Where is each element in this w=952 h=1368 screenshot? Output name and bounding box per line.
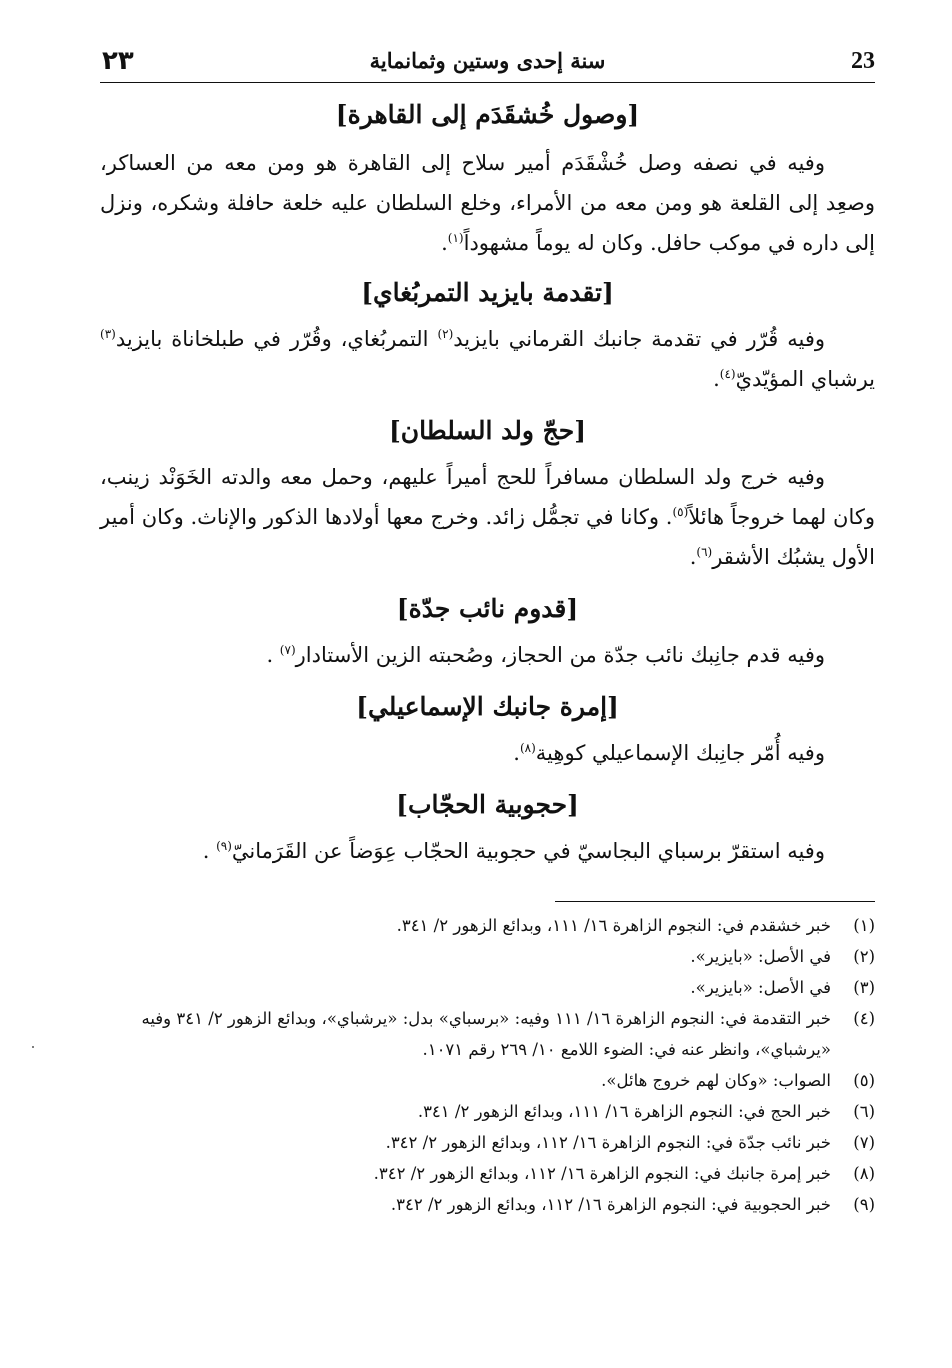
paragraph-text: يرشباي المؤيّديّ: [735, 367, 875, 391]
footnote-item: [100, 1065, 875, 1096]
footnote-item: [100, 910, 875, 941]
footnote-number: (٤): [853, 1009, 875, 1028]
section-1: [100, 95, 875, 263]
paragraph-tail: .: [513, 741, 520, 765]
footnotes: [100, 910, 875, 1220]
footnote-text: خبر إمرة جانبك في: النجوم الزاهرة ١٦/ ١١٢، وبدائع الزهور ٢/ ٣٤٢.: [373, 1164, 831, 1183]
footnote-ref[interactable]: (٢): [437, 327, 454, 341]
footnote-text: خبر الحج في: النجوم الزاهرة ١٦/ ١١١، وبدائع الزهور ٢/ ٣٤١.: [417, 1102, 831, 1121]
page-number-latin: 23: [851, 48, 875, 74]
footnote-ref[interactable]: (٤): [719, 367, 736, 381]
footnote-ref[interactable]: (١): [447, 231, 464, 245]
section-paragraph: [100, 457, 875, 577]
section-heading: [حجوبية الحجّاب]: [396, 790, 579, 819]
section-paragraph: [100, 143, 875, 263]
footnote-ref[interactable]: (٦): [696, 545, 713, 559]
footnote-ref[interactable]: (٩): [216, 839, 232, 853]
paragraph-text: وفيه أُمّر جانِبك الإسماعيلي كوهِية: [535, 741, 825, 765]
paragraph-text: وفيه خرج ولد السلطان مسافراً للحج أميراً عليهم، وحمل معه والدته الخَوَنْد زينب، وكان لهما خروجاً هائلاً: [100, 465, 875, 529]
section-3: [100, 411, 875, 577]
paragraph-text: . وكانا في تجمُّل زائد. وخرج معها أولادها الذكور والإناث. وكان أمير الأول يشبُك الأشقر: [100, 505, 875, 569]
section-paragraph: [100, 831, 875, 871]
footnote-ref[interactable]: (٨): [519, 741, 536, 755]
paragraph-text: التمربُغاي، وقُرّر في طبلخاناة بايزيد: [115, 327, 438, 351]
footnote-text: خبر الحجوبية في: النجوم الزاهرة ١٦/ ١١٢، وبدائع الزهور ٢/ ٣٤٢.: [390, 1195, 831, 1214]
paragraph-tail: .: [689, 545, 697, 569]
page-header: [100, 40, 875, 83]
paragraph-text: وفيه قدم جانِبك نائب جدّة من الحجاز، وصُحبته الزين الأستادار: [295, 643, 825, 667]
footnote-text: في الأصل: «بايزير».: [690, 947, 831, 966]
footnote-item: [100, 1158, 875, 1189]
footnote-number: (٥): [853, 1071, 875, 1090]
footnote-ref[interactable]: (٣): [100, 327, 116, 341]
footnote-separator: [555, 901, 875, 902]
book-page: [100, 40, 875, 1340]
paragraph-tail: .: [202, 839, 217, 863]
paragraph-text: وفيه استقرّ برسباي البجاسيّ في حجوبية الحجّاب عِوَضاً عن القَرَمانيّ: [231, 839, 825, 863]
section-paragraph: [100, 635, 875, 675]
footnote-item: [100, 1096, 875, 1127]
footnote-number: (٣): [853, 978, 875, 997]
paragraph-tail: .: [713, 367, 720, 391]
page-number-arabic: ٢٣: [102, 46, 134, 76]
section-5: [100, 687, 875, 773]
section-heading: [قدوم نائب جدّة]: [396, 594, 579, 623]
scan-speck: [32, 1046, 34, 1048]
section-heading: [إمرة جانبك الإسماعيلي]: [356, 692, 619, 721]
paragraph-tail: .: [441, 231, 448, 255]
footnote-item: [100, 1003, 875, 1065]
footnote-ref[interactable]: (٧): [279, 643, 296, 657]
footnote-number: (٨): [853, 1164, 875, 1183]
footnote-text: في الأصل: «بايزير».: [690, 978, 831, 997]
footnote-number: (٦): [853, 1102, 875, 1121]
paragraph-text: وفيه في نصفه وصل خُشْقَدَم أمير سلاح إلى القاهرة هو ومن معه من العساكر، وصعِد إلى القلعة هو ومن معه من الأمراء، وخلع السلطان عليه خلعة حافلة وشكره، ونزل إلى داره في موكب حافل. وكان له يوماً مشهوداً: [100, 151, 875, 255]
paragraph-tail: .: [266, 643, 280, 667]
footnote-item: [100, 941, 875, 972]
paragraph-text: وفيه قُرّر في تقدمة جانبك القرماني بايزيد: [453, 327, 826, 351]
footnote-item: [100, 1189, 875, 1220]
footnote-text: الصواب: «وكان لهم خروج هائل».: [601, 1071, 831, 1090]
footnote-item: [100, 972, 875, 1003]
section-heading: [تقدمة بايزيد التمربُغاي]: [361, 278, 614, 307]
footnote-text: خبر نائب جدّة في: النجوم الزاهرة ١٦/ ١١٢، وبدائع الزهور ٢/ ٣٤٢.: [385, 1133, 831, 1152]
footnote-text: خبر التقدمة في: النجوم الزاهرة ١٦/ ١١١ وفيه: «برسباي» بدل: «يرشباي»، وبدائع الزهور ٢/ ٣٤١ وفيه «يرشباي»، وانظر عنه في: الضوء اللامع ١٠/ ٢٦٩ رقم ١٠٧١.: [141, 1009, 831, 1059]
section-heading: [وصول خُشقَدَم إلى القاهرة]: [335, 100, 640, 129]
footnote-text: خبر خشقدم في: النجوم الزاهرة ١٦/ ١١١، وبدائع الزهور ٢/ ٣٤١.: [396, 916, 831, 935]
running-title: سنة إحدى وستين وثمانماية: [369, 48, 606, 73]
footnote-number: (٩): [853, 1195, 875, 1214]
section-6: [100, 785, 875, 871]
footnote-number: (٧): [853, 1133, 875, 1152]
footnote-ref[interactable]: (٥): [672, 505, 689, 519]
footnote-item: [100, 1127, 875, 1158]
section-paragraph: [100, 733, 875, 773]
section-2: [100, 273, 875, 399]
footnote-number: (٢): [853, 947, 875, 966]
section-paragraph: [100, 319, 875, 399]
section-heading: [حجّ ولد السلطان]: [388, 416, 587, 445]
section-4: [100, 589, 875, 675]
footnote-number: (١): [853, 916, 875, 935]
